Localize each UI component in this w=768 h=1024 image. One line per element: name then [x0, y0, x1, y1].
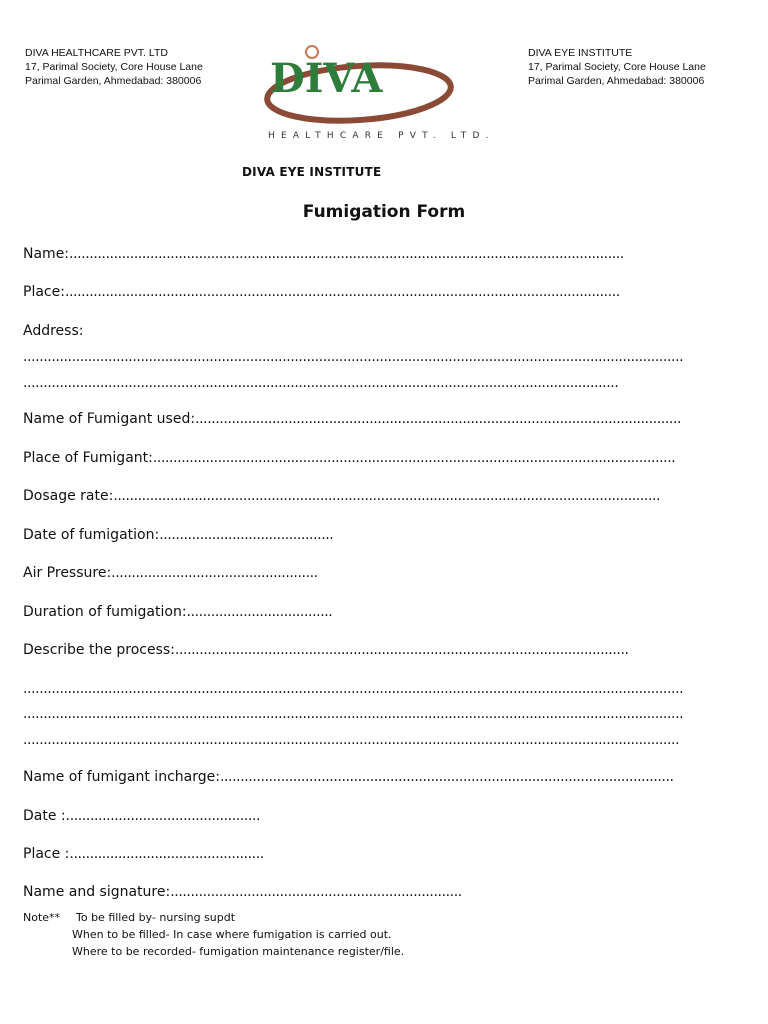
field-date[interactable]: Date :................................................	[23, 808, 261, 824]
note-line1: To be filled by- nursing supdt	[76, 911, 236, 924]
field-process-line2[interactable]: ...................................................................................................................................................................	[23, 706, 684, 722]
field-place-sign[interactable]: Place :................................................	[23, 846, 264, 862]
form-note	[23, 909, 404, 960]
field-fumigation-duration[interactable]: Duration of fumigation:....................................	[23, 604, 333, 620]
diva-logo	[262, 40, 495, 150]
institute-address-line2: Parimal Garden, Ahmedabad: 380006	[528, 75, 705, 87]
field-address-label: Address:	[23, 323, 84, 339]
field-fumigant-place[interactable]: Place of Fumigant:.................................................................................................................................	[23, 450, 676, 466]
field-name[interactable]: Name:.........................................................................................................................................	[23, 246, 624, 262]
institute-name: DIVA EYE INSTITUTE	[242, 165, 382, 179]
field-fumigation-date[interactable]: Date of fumigation:...........................................	[23, 527, 334, 543]
company-address	[25, 46, 203, 88]
field-process-line1[interactable]: ...................................................................................................................................................................	[23, 681, 684, 697]
institute-name-header: DIVA EYE INSTITUTE	[528, 47, 633, 59]
field-dosage-rate[interactable]: Dosage rate:.......................................................................................................................................	[23, 488, 661, 504]
note-lead: Note**	[23, 911, 61, 924]
field-fumigant-name[interactable]: Name of Fumigant used:........................................................................................................................	[23, 411, 682, 427]
logo-wordmark: DIVA	[270, 55, 383, 102]
diva-logo-graphic	[262, 40, 467, 135]
field-name-signature[interactable]: Name and signature:........................................................................	[23, 884, 462, 900]
note-line3: Where to be recorded- fumigation maintenance register/file.	[72, 945, 405, 958]
field-address-line1[interactable]: ...................................................................................................................................................................	[23, 349, 684, 365]
form-title: Fumigation Form	[302, 202, 466, 222]
field-fumigant-incharge[interactable]: Name of fumigant incharge:................................................................................................................	[23, 769, 674, 785]
note-line2: When to be filled- In case where fumigation is carried out.	[72, 928, 392, 941]
institute-address-line1: 17, Parimal Society, Core House Lane	[528, 61, 706, 73]
field-process-description[interactable]: Describe the process:................................................................................................................	[23, 642, 629, 658]
field-address-line2[interactable]: ...................................................................................................................................................	[23, 375, 619, 391]
company-name: DIVA HEALTHCARE PVT. LTD	[25, 47, 168, 59]
field-process-line3[interactable]: ..................................................................................................................................................................	[23, 732, 680, 748]
field-air-pressure[interactable]: Air Pressure:...................................................	[23, 565, 318, 581]
field-place[interactable]: Place:.........................................................................................................................................	[23, 284, 620, 300]
institute-address	[528, 46, 706, 88]
company-address-line1: 17, Parimal Society, Core House Lane	[25, 61, 203, 73]
company-address-line2: Parimal Garden, Ahmedabad: 380006	[25, 75, 202, 87]
logo-tagline: HEALTHCARE PVT. LTD.	[268, 131, 495, 141]
